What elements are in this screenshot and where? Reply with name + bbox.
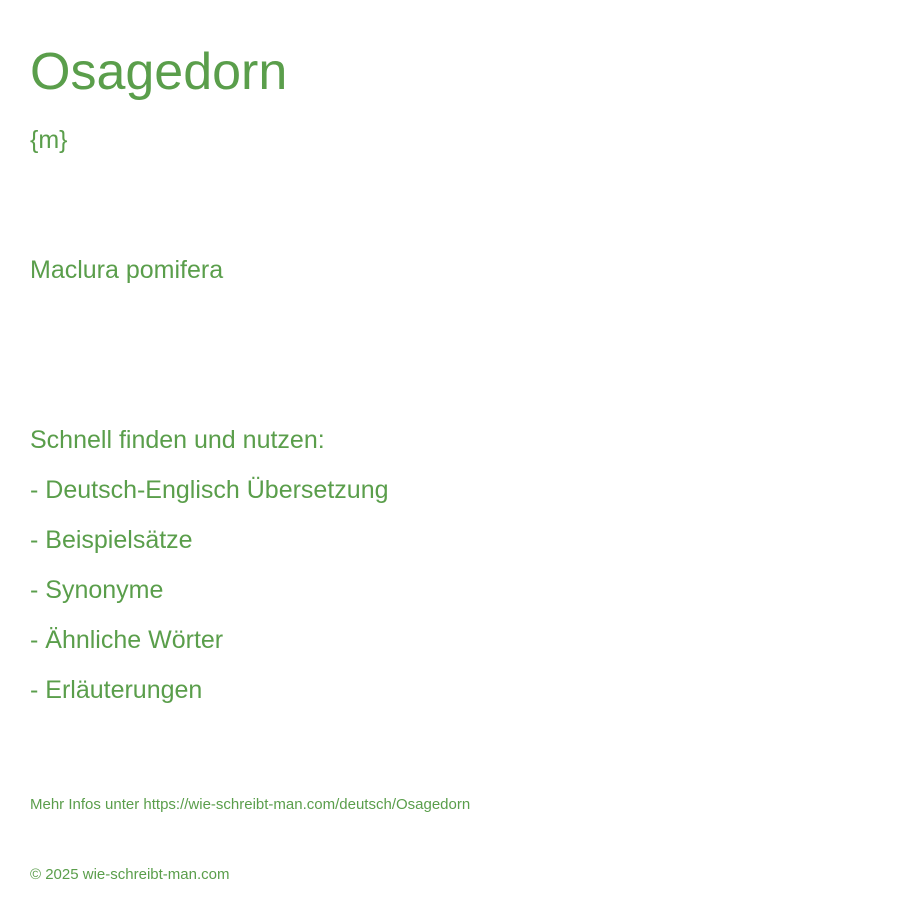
feature-item-synonyms: - Synonyme [30, 576, 164, 604]
feature-item-translation: - Deutsch-Englisch Übersetzung [30, 476, 389, 504]
feature-item-similar-words: - Ähnliche Wörter [30, 626, 224, 654]
features-list [30, 474, 389, 706]
gender-label: {m} [30, 126, 68, 154]
copyright-text: © 2025 wie-schreibt-man.com [30, 866, 230, 883]
page [30, 0, 870, 900]
more-info-prefix: Mehr Infos unter [30, 796, 144, 813]
feature-item-explanations: - Erläuterungen [30, 676, 203, 704]
page-title: Osagedorn [30, 43, 288, 101]
translation-text: Maclura pomifera [30, 256, 224, 284]
features-heading: Schnell finden und nutzen: [30, 426, 325, 454]
feature-item-example-sentences: - Beispielsätze [30, 526, 193, 554]
features-section [30, 424, 389, 724]
more-info-line [30, 795, 470, 815]
more-info-link[interactable]: https://wie-schreibt-man.com/deutsch/Osagedorn [143, 796, 471, 813]
